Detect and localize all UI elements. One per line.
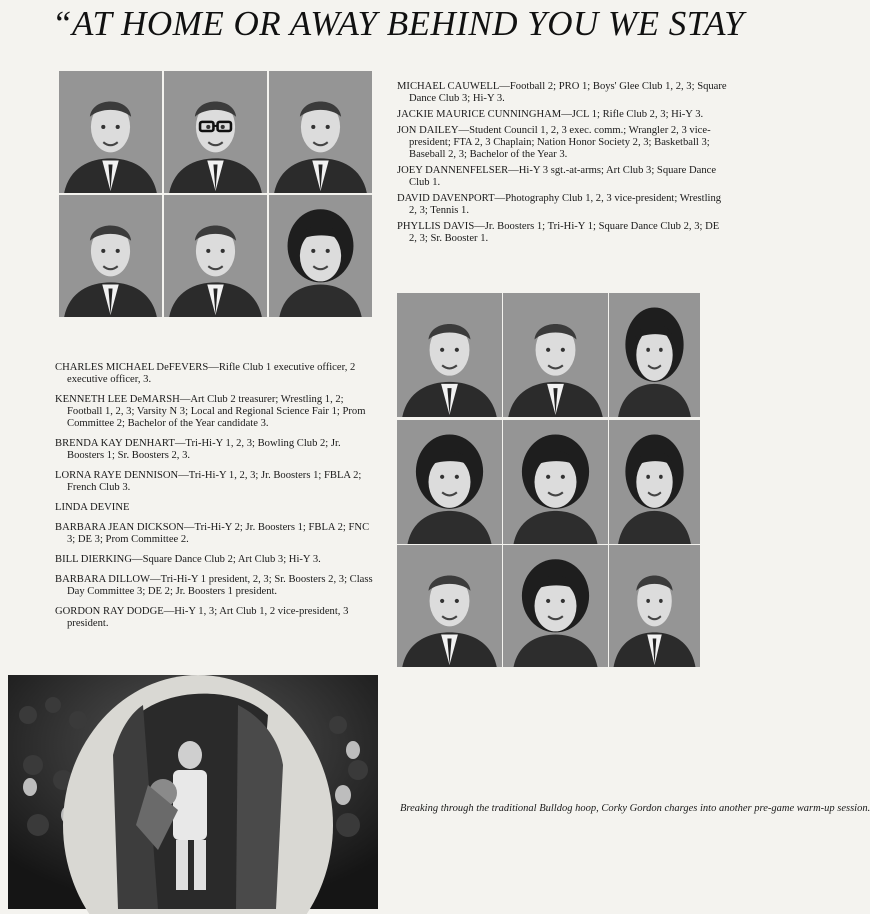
student-portrait <box>59 195 162 317</box>
student-portrait <box>503 293 608 417</box>
bio-entry: GORDON RAY DODGE—Hi-Y 1, 3; Art Club 1, 2 vice-president, 3 president. <box>55 606 349 629</box>
bio-entry: KENNETH LEE DeMARSH—Art Club 2 treasurer; Wrestling 1, 2; Football 1, 2, 3; Varsity N 3; Local and Regional Science Fair 1; Prom Committee 2; Bachelor of the Year candidate 3. <box>55 394 366 429</box>
student-portrait <box>269 195 372 317</box>
bio-entry: PHYLLIS DAVIS—Jr. Boosters 1; Tri-Hi-Y 1; Square Dance Club 2, 3; DE 2, 3; Sr. Booster 1. <box>397 221 720 244</box>
right-bios <box>397 81 727 249</box>
student-portrait <box>397 420 502 544</box>
student-portrait <box>609 420 700 544</box>
bio-entry: LINDA DEVINE <box>55 502 130 513</box>
bio-entry: LORNA RAYE DENNISON—Tri-Hi-Y 1, 2, 3; Jr. Boosters 1; FBLA 2; French Club 3. <box>55 470 362 493</box>
photo-caption: Breaking through the traditional Bulldog hoop, Corky Gordon charges into another pre-game warm-up session. <box>400 803 870 814</box>
page-headline: “AT HOME OR AWAY BEHIND YOU WE STAY <box>52 4 745 43</box>
student-portrait <box>609 293 700 417</box>
bio-entry: DAVID DAVENPORT—Photography Club 1, 2, 3 vice-president; Wrestling 2, 3; Tennis 1. <box>397 193 722 216</box>
student-portrait <box>59 71 162 193</box>
hoop-breakthrough-image <box>8 675 378 909</box>
bio-entry: JOEY DANNENFELSER—Hi-Y 3 sgt.-at-arms; Art Club 3; Square Dance Club 1. <box>397 165 717 188</box>
student-portrait <box>164 195 267 317</box>
student-portrait <box>164 71 267 193</box>
bio-entry: BARBARA DILLOW—Tri-Hi-Y 1 president, 2, 3; Sr. Boosters 2, 3; Class Day Committee 3; DE 2; Jr. Boosters 1 president. <box>55 574 373 597</box>
bio-entry: JON DAILEY—Student Council 1, 2, 3 exec. comm.; Wrangler 2, 3 vice-president; FTA 2, 3 Chaplain; Nation Honor Society 2, 3; Basketball 3; Baseball 2, 3; Bachelor of the Year 3. <box>397 125 711 160</box>
bio-entry: JACKIE MAURICE CUNNINGHAM—JCL 1; Rifle Club 2, 3; Hi-Y 3. <box>397 109 704 120</box>
student-portrait <box>397 293 502 417</box>
bio-entry: BRENDA KAY DENHART—Tri-Hi-Y 1, 2, 3; Bowling Club 2; Jr. Boosters 1; Sr. Boosters 2, 3. <box>55 438 341 461</box>
student-portrait <box>397 545 502 667</box>
bio-entry: MICHAEL CAUWELL—Football 2; PRO 1; Boys' Glee Club 1, 2, 3; Square Dance Club 3; Hi-Y 3. <box>397 81 727 104</box>
student-portrait <box>503 420 608 544</box>
student-portrait <box>269 71 372 193</box>
basketball-action-photo <box>8 675 378 909</box>
student-portrait <box>609 545 700 667</box>
bio-entry: CHARLES MICHAEL DeFEVERS—Rifle Club 1 executive officer, 2 executive officer, 3. <box>55 362 356 385</box>
bio-entry: BILL DIERKING—Square Dance Club 2; Art Club 3; Hi-Y 3. <box>55 554 321 565</box>
bio-entry: BARBARA JEAN DICKSON—Tri-Hi-Y 2; Jr. Boosters 1; FBLA 2; FNC 3; DE 3; Prom Committee 2. <box>55 522 370 545</box>
left-bios <box>55 362 373 638</box>
student-portrait <box>503 545 608 667</box>
